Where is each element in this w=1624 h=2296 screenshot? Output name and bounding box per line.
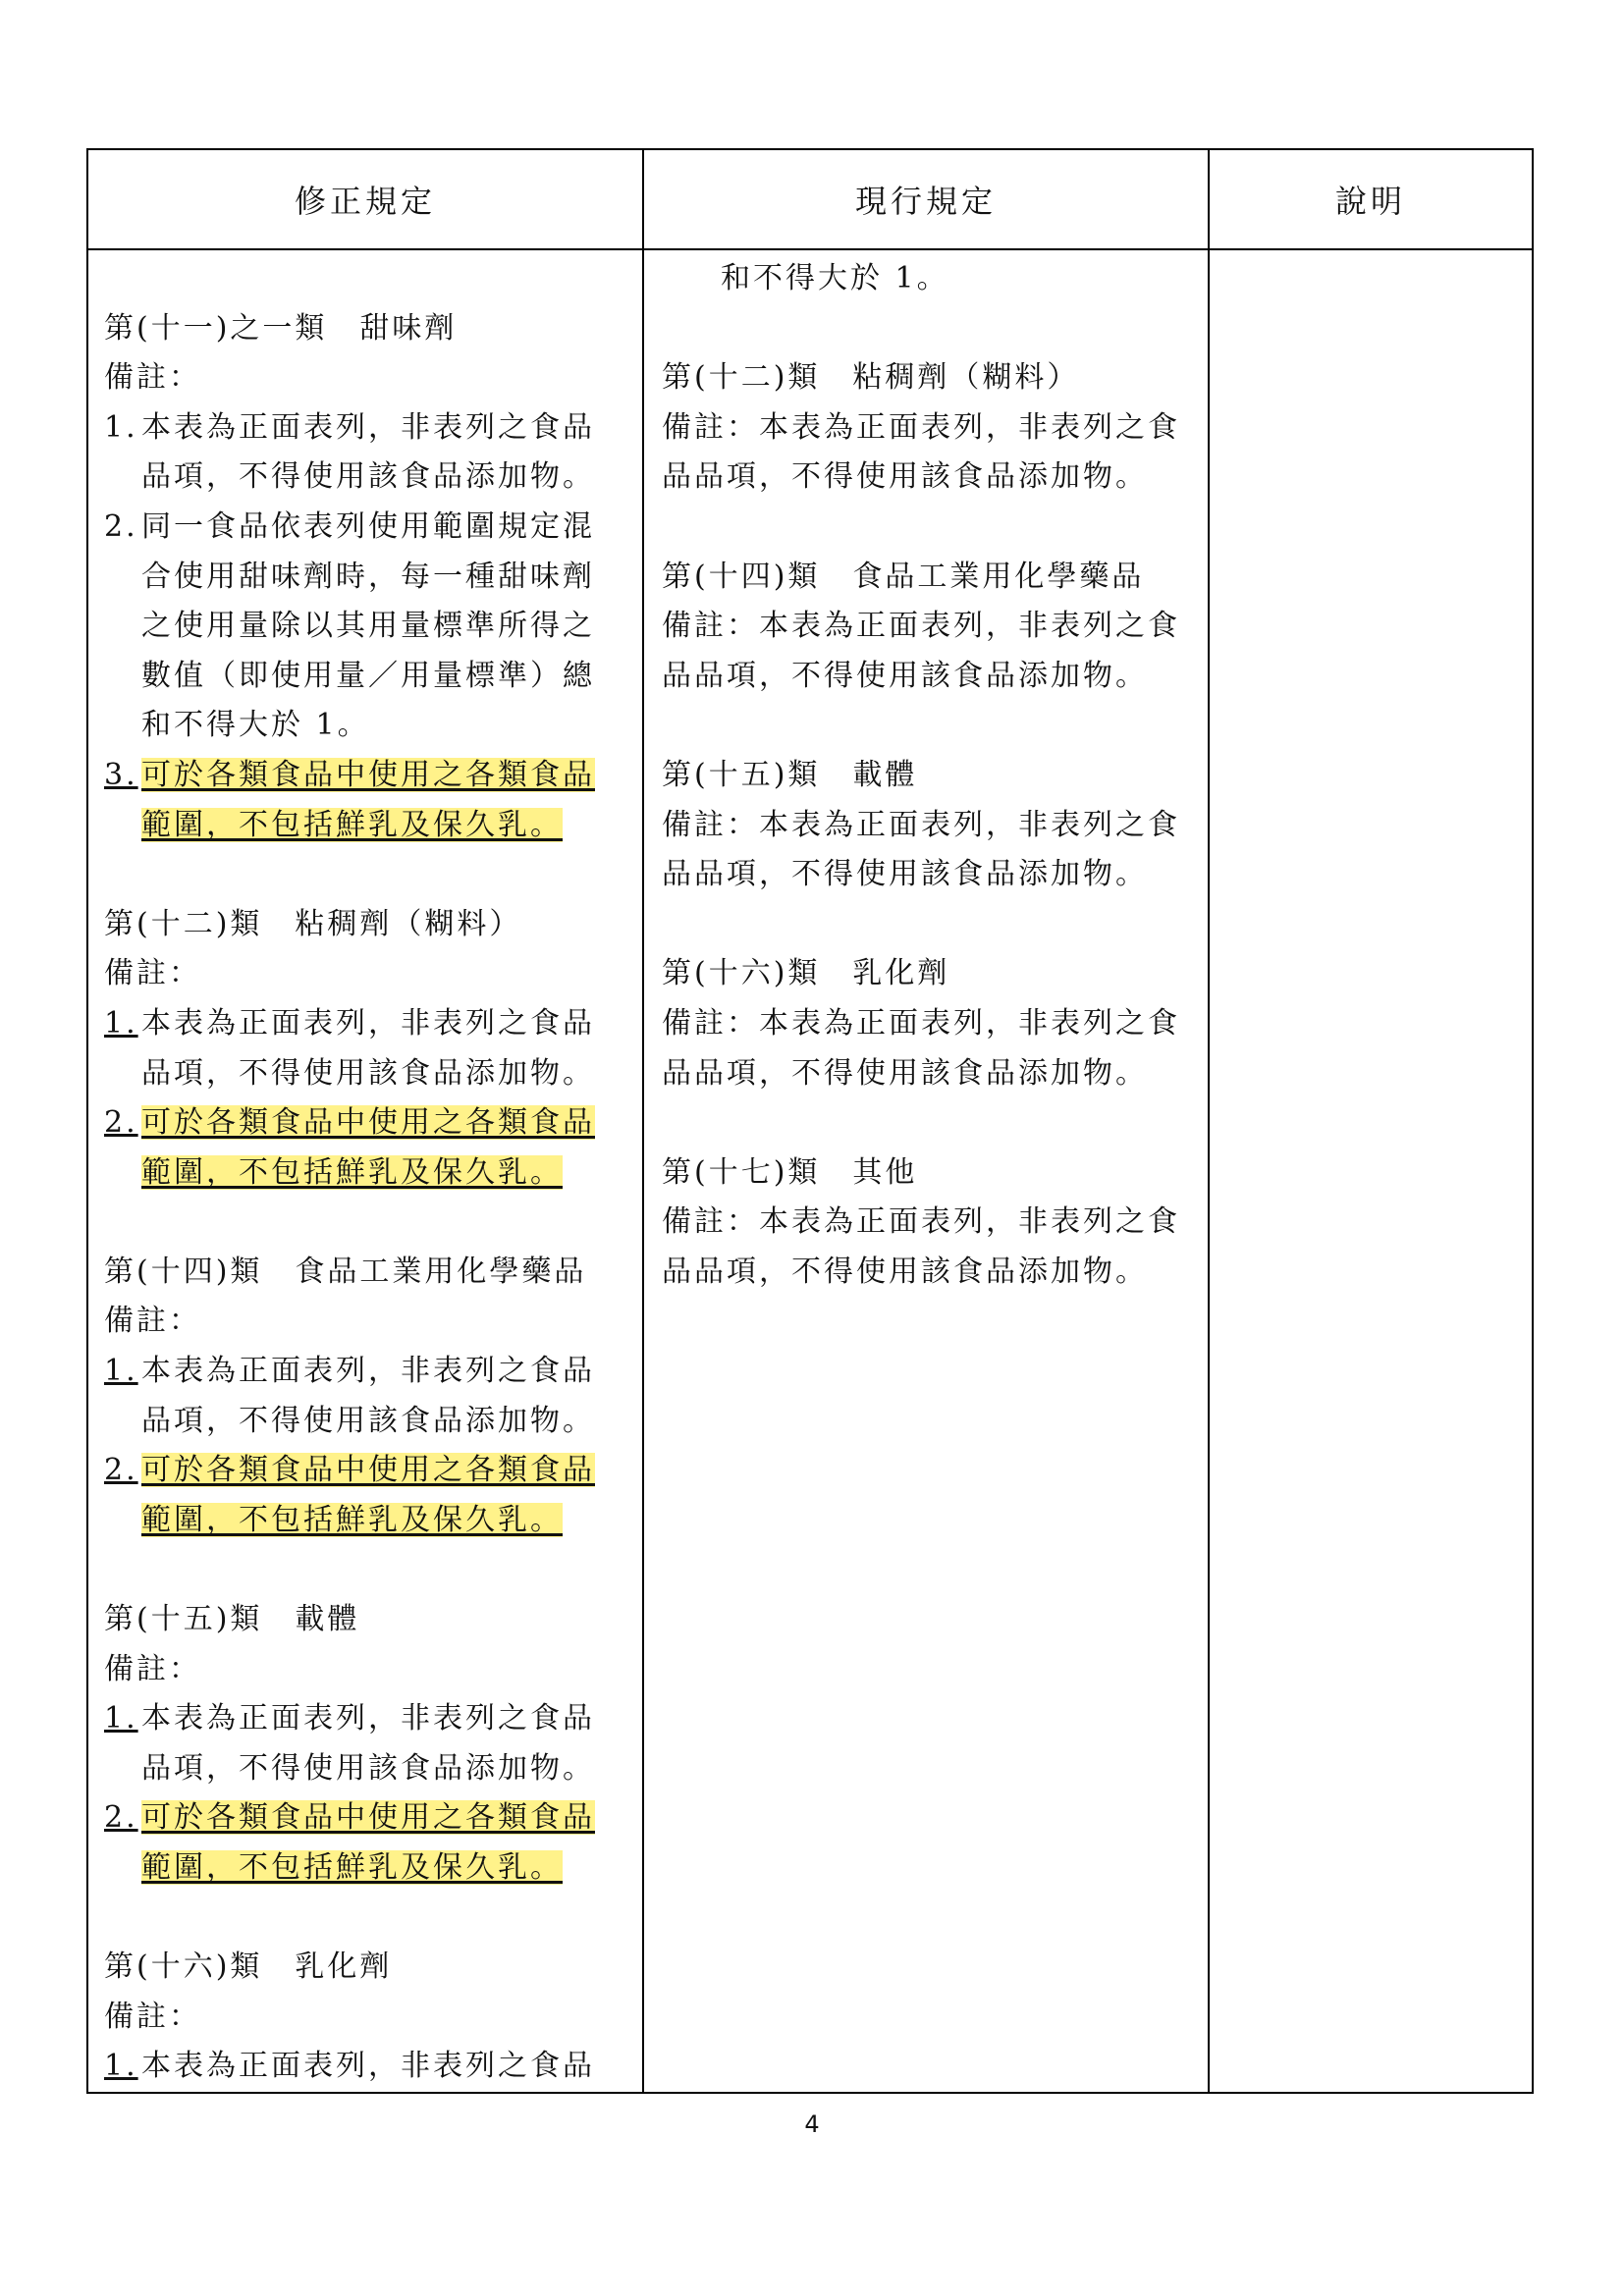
page-number: 4: [804, 2110, 820, 2138]
blank-line: [104, 254, 619, 304]
remark-item-line: [104, 1446, 619, 1496]
remark-item-line: [104, 999, 619, 1049]
remark-line: 品品項，不得使用該食品添加物。: [662, 1254, 1148, 1289]
item-number: 2.: [104, 1453, 138, 1488]
remark-label: 備註：: [104, 1304, 201, 1339]
blank-line: [662, 503, 1188, 553]
remark-line: 備註：本表為正面表列，非表列之食: [662, 1005, 1180, 1041]
item-text: 品項，不得使用該食品添加物。: [141, 1055, 595, 1091]
item-text: 本表為正面表列，非表列之食品: [141, 1354, 595, 1389]
current-content: [644, 250, 1208, 1297]
item-number: 1.: [104, 1354, 138, 1389]
highlighted-text: 範圍，不包括鮮乳及保久乳。: [141, 1502, 563, 1537]
remark-item-line: [104, 1049, 619, 1099]
item-text: 品項，不得使用該食品添加物。: [141, 1403, 595, 1438]
section-title: 第(十七)類 其他: [662, 1154, 918, 1190]
blank-line: [662, 900, 1188, 950]
remark-line: 品品項，不得使用該食品添加物。: [662, 857, 1148, 892]
remark-item-line: [104, 1694, 619, 1744]
highlighted-text: 可於各類食品中使用之各類食品: [141, 757, 595, 792]
revised-cell: [87, 249, 643, 2093]
item-text: 本表為正面表列，非表列之食品: [141, 1701, 595, 1736]
item-number: 1.: [104, 2049, 138, 2084]
current-cell: [643, 249, 1209, 2093]
blank-line: [104, 850, 619, 900]
remark-item-line: [104, 1098, 619, 1148]
remark-line: 備註：本表為正面表列，非表列之食: [662, 807, 1180, 842]
header-note: 說明: [1209, 149, 1533, 249]
item-number: 1.: [104, 1005, 138, 1041]
highlighted-text: 可於各類食品中使用之各類食品: [141, 1453, 595, 1488]
carryover-line: 和不得大於 1。: [721, 261, 949, 295]
section-title: 第(十二)類 粘稠劑（糊料）: [662, 360, 1080, 396]
remark-item-line: [104, 652, 619, 702]
item-number: 2.: [104, 1800, 138, 1836]
highlighted-text: 可於各類食品中使用之各類食品: [141, 1800, 595, 1836]
remark-line: 備註：本表為正面表列，非表列之食: [662, 609, 1180, 644]
remark-item-line: [104, 602, 619, 652]
remark-label: 備註：: [104, 956, 201, 991]
remark-item-line: [104, 503, 619, 553]
highlighted-text: 範圍，不包括鮮乳及保久乳。: [141, 1154, 563, 1190]
remark-item-line: [104, 1347, 619, 1397]
remark-item-line: [104, 1843, 619, 1894]
item-number: 2.: [104, 508, 138, 544]
section-title: 第(十四)類 食品工業用化學藥品: [662, 559, 1145, 594]
remark-item-line: [104, 751, 619, 801]
blank-line: [104, 1545, 619, 1595]
remark-item-line: [104, 1793, 619, 1843]
item-text: 同一食品依表列使用範圍規定混: [141, 508, 595, 544]
remark-item-line: [104, 1496, 619, 1546]
remark-line: 品品項，不得使用該食品添加物。: [662, 1055, 1148, 1091]
remark-label: 備註：: [104, 1651, 201, 1686]
blank-line: [662, 701, 1188, 751]
blank-line: [104, 1894, 619, 1944]
header-current: 現行規定: [643, 149, 1209, 249]
section-title: 第(十六)類 乳化劑: [104, 1949, 393, 1985]
remark-label: 備註：: [104, 360, 201, 396]
item-text: 之使用量除以其用量標準所得之: [141, 609, 595, 644]
note-cell: [1209, 249, 1533, 2093]
revised-content: [88, 250, 642, 2092]
blank-line: [662, 304, 1188, 354]
remark-line: 品品項，不得使用該食品添加物。: [662, 658, 1148, 693]
section-title: 第(十一)之一類 甜味劑: [104, 310, 458, 346]
blank-line: [104, 1198, 619, 1248]
remark-item-line: [104, 1397, 619, 1447]
item-text: 本表為正面表列，非表列之食品: [141, 1005, 595, 1041]
item-number: 1.: [104, 1701, 138, 1736]
remark-label: 備註：: [104, 1999, 201, 2034]
blank-line: [662, 1098, 1188, 1148]
table-header-row: [87, 149, 1533, 249]
highlighted-text: 範圍，不包括鮮乳及保久乳。: [141, 1850, 563, 1885]
item-text: 數值（即使用量／用量標準）總: [141, 658, 595, 693]
section-title: 第(十五)類 載體: [104, 1602, 360, 1637]
section-title: 第(十二)類 粘稠劑（糊料）: [104, 906, 522, 941]
item-text: 品項，不得使用該食品添加物。: [141, 1750, 595, 1786]
item-text: 本表為正面表列，非表列之食品: [141, 409, 595, 445]
remark-item-line: [104, 553, 619, 603]
remark-item-line: [104, 403, 619, 454]
section-title: 第(十六)類 乳化劑: [662, 956, 950, 991]
comparison-table: [86, 148, 1534, 2094]
remark-item-line: [104, 701, 619, 751]
remark-line: 備註：本表為正面表列，非表列之食: [662, 409, 1180, 445]
section-title: 第(十四)類 食品工業用化學藥品: [104, 1254, 587, 1289]
section-title: 第(十五)類 載體: [662, 757, 918, 792]
remark-item-line: [104, 453, 619, 503]
highlighted-text: 範圍，不包括鮮乳及保久乳。: [141, 807, 563, 842]
remark-item-line: [104, 2042, 619, 2092]
item-number: 2.: [104, 1105, 138, 1141]
remark-line: 品品項，不得使用該食品添加物。: [662, 459, 1148, 495]
item-text: 合使用甜味劑時，每一種甜味劑: [141, 559, 595, 594]
item-number: 3.: [104, 757, 138, 792]
item-text: 品項，不得使用該食品添加物。: [141, 459, 595, 495]
header-revised: 修正規定: [87, 149, 643, 249]
remark-line: 備註：本表為正面表列，非表列之食: [662, 1204, 1180, 1240]
remark-item-line: [104, 1744, 619, 1794]
remark-item-line: [104, 1148, 619, 1199]
item-text: 本表為正面表列，非表列之食品: [141, 2049, 595, 2084]
remark-item-line: [104, 801, 619, 851]
item-text: 和不得大於 1。: [141, 708, 370, 743]
highlighted-text: 可於各類食品中使用之各類食品: [141, 1105, 595, 1141]
table-body-row: [87, 249, 1533, 2093]
item-number: 1.: [104, 409, 138, 445]
